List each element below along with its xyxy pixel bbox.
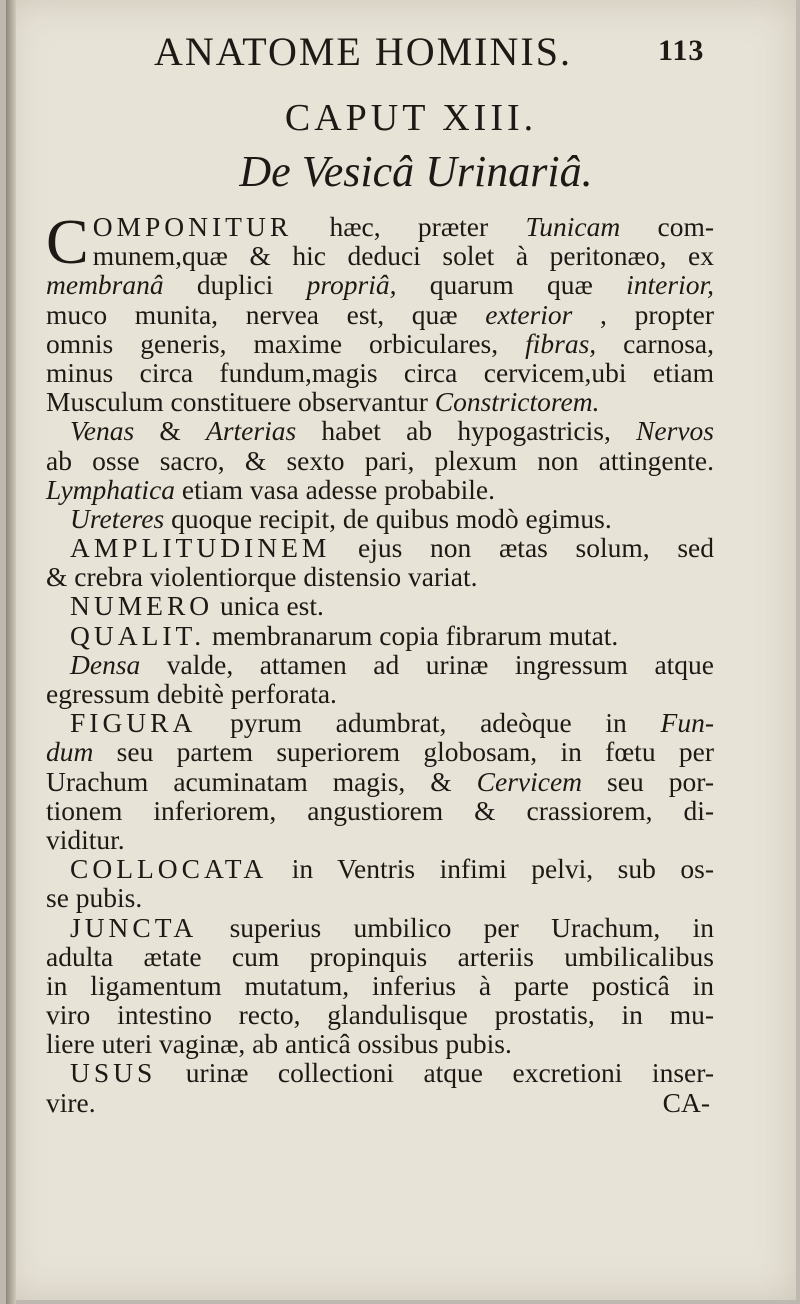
text-run: adulta ætate cum propinquis arteriis umbilicalibus bbox=[46, 940, 714, 972]
chapter-title: De Vesicâ Urinariâ. bbox=[239, 147, 593, 196]
text-run: urinæ collectioni atque excretioni inser- bbox=[156, 1057, 714, 1089]
text-run: , propter bbox=[572, 298, 715, 330]
text-run: FIGURA bbox=[70, 707, 197, 739]
text-run: Ureteres bbox=[70, 502, 165, 534]
text-run: interior, bbox=[626, 269, 714, 301]
text-run: liere uteri vaginæ, ab anticâ ossibus pubis. bbox=[46, 1028, 512, 1060]
text-run: COLLOCATA bbox=[70, 853, 268, 885]
text-run: Lymphatica bbox=[46, 473, 176, 505]
paragraph-location bbox=[46, 854, 714, 912]
text-run: ejus non ætas solum, sed bbox=[330, 532, 714, 564]
text-run: exterior bbox=[485, 298, 573, 330]
text-run: Constrictorem. bbox=[434, 386, 600, 418]
text-run: Tunicam bbox=[525, 211, 621, 242]
text-run: quarum quæ bbox=[396, 269, 627, 301]
text-run: JUNCTA bbox=[70, 911, 198, 943]
text-run: pyrum adumbrat, adeòque in bbox=[196, 707, 661, 739]
text-line bbox=[46, 300, 714, 329]
text-run: vire. bbox=[46, 1086, 96, 1118]
text-line bbox=[46, 270, 714, 299]
book-page bbox=[6, 0, 796, 1300]
page-number: 113 bbox=[658, 34, 705, 67]
chapter-number: CAPUT XIII. bbox=[284, 97, 538, 139]
body-text bbox=[46, 206, 715, 1118]
text-run: viditur. bbox=[46, 823, 125, 855]
running-title: ANATOME HOMINIS. bbox=[154, 29, 572, 74]
text-run: Venas bbox=[70, 415, 135, 447]
catchword: CA- bbox=[662, 1086, 710, 1118]
text-run: superius umbilico per Urachum, in bbox=[197, 911, 714, 943]
text-run: duplici bbox=[163, 269, 307, 301]
text-line bbox=[46, 679, 714, 708]
text-line bbox=[46, 446, 714, 475]
text-run: seu por- bbox=[582, 765, 714, 797]
text-line bbox=[46, 621, 714, 650]
text-run: Fun- bbox=[660, 707, 714, 739]
text-run: in Ventris infimi pelvi, sub os- bbox=[267, 853, 714, 885]
text-run: Nervos bbox=[636, 415, 715, 447]
text-run: munem,quæ & hic deduci solet à peritonæo, ex bbox=[92, 240, 714, 272]
text-run: propriâ, bbox=[306, 269, 397, 301]
text-run: Cervicem bbox=[476, 765, 583, 797]
text-run: ab osse sacro, & sexto pari, plexum non attingente. bbox=[46, 444, 714, 476]
text-run: Musculum constituere observantur bbox=[46, 386, 435, 418]
text-line bbox=[46, 387, 714, 416]
text-line bbox=[46, 796, 714, 825]
text-line bbox=[46, 241, 714, 270]
text-line bbox=[46, 329, 714, 358]
text-line bbox=[46, 1000, 714, 1029]
text-line bbox=[46, 913, 714, 942]
text-line bbox=[46, 825, 714, 854]
text-run: valde, attamen ad urinæ ingressum atque bbox=[140, 648, 714, 680]
text-line bbox=[46, 883, 714, 912]
text-line bbox=[46, 562, 714, 591]
text-line bbox=[46, 942, 714, 971]
text-line bbox=[46, 708, 714, 737]
text-run: com- bbox=[620, 211, 714, 242]
text-run: tionem inferiorem, angustiorem & crassiorem, di- bbox=[46, 794, 714, 826]
text-run: & crebra violentiorque distensio variat. bbox=[46, 561, 478, 593]
text-run: & bbox=[134, 415, 207, 447]
paragraph-amplitude bbox=[46, 533, 714, 591]
text-run: Densa bbox=[70, 648, 141, 680]
paragraph-composition bbox=[46, 206, 715, 418]
text-run bbox=[46, 1087, 96, 1118]
text-line bbox=[46, 737, 714, 766]
text-line bbox=[46, 767, 714, 796]
text-run: se pubis. bbox=[46, 882, 143, 914]
text-line bbox=[46, 591, 714, 620]
text-run: unica est. bbox=[213, 590, 324, 622]
paragraph-density bbox=[46, 650, 714, 708]
text-run: dum bbox=[46, 736, 94, 768]
text-run: fibras, bbox=[525, 327, 597, 359]
text-run: hæc, præter bbox=[292, 211, 526, 242]
text-line bbox=[46, 475, 714, 504]
text-run: etiam vasa adesse probabile. bbox=[175, 473, 495, 505]
text-run: viro intestino recto, glandulisque prostatis, in mu- bbox=[46, 999, 714, 1031]
text-line bbox=[46, 854, 714, 883]
text-line bbox=[46, 358, 714, 387]
text-line bbox=[46, 1058, 714, 1087]
text-line bbox=[46, 416, 714, 445]
text-run: carnosa, bbox=[596, 327, 714, 359]
text-line bbox=[46, 650, 714, 679]
paragraph-vessels bbox=[46, 416, 714, 504]
paragraph-figure bbox=[46, 708, 714, 854]
text-run: QUALIT. bbox=[70, 619, 206, 651]
text-run: USUS bbox=[70, 1057, 157, 1089]
running-head bbox=[6, 28, 796, 78]
text-run: membranâ bbox=[46, 269, 164, 301]
text-run: seu partem superiorem globosam, in fœtu per bbox=[93, 736, 714, 768]
text-run: omnis generis, maxime orbiculares, bbox=[46, 327, 526, 359]
text-run: minus circa fundum,magis circa cervicem,ubi etiam bbox=[46, 356, 714, 388]
text-line bbox=[46, 1088, 714, 1117]
text-run: muco munita, nervea est, quæ bbox=[46, 298, 486, 330]
paragraph-ureters bbox=[46, 504, 714, 533]
text-run: OMPONITUR bbox=[92, 211, 293, 242]
text-run: egressum debitè perforata. bbox=[46, 678, 337, 709]
text-run: NUMERO bbox=[70, 590, 214, 622]
text-line bbox=[46, 971, 714, 1000]
text-run: membranarum copia fibrarum mutat. bbox=[205, 619, 619, 651]
text-line bbox=[46, 504, 714, 533]
text-run: quoque recipit, de quibus modò egimus. bbox=[164, 502, 612, 534]
text-run: habet ab hypogastricis, bbox=[296, 415, 637, 447]
paragraph-connections bbox=[46, 913, 714, 1059]
text-run: AMPLITUDINEM bbox=[70, 532, 331, 564]
paragraph-quality bbox=[46, 621, 714, 650]
text-run: Arterias bbox=[206, 415, 297, 447]
text-run: Urachum acuminatam magis, & bbox=[46, 765, 477, 797]
drop-cap: C bbox=[46, 206, 89, 277]
paragraph-use bbox=[46, 1058, 714, 1116]
text-line bbox=[46, 1029, 714, 1058]
text-run: in ligamentum mutatum, inferius à parte posticâ in bbox=[46, 969, 714, 1001]
paragraph-number bbox=[46, 591, 714, 620]
text-line bbox=[46, 533, 714, 562]
text-line bbox=[46, 212, 714, 241]
